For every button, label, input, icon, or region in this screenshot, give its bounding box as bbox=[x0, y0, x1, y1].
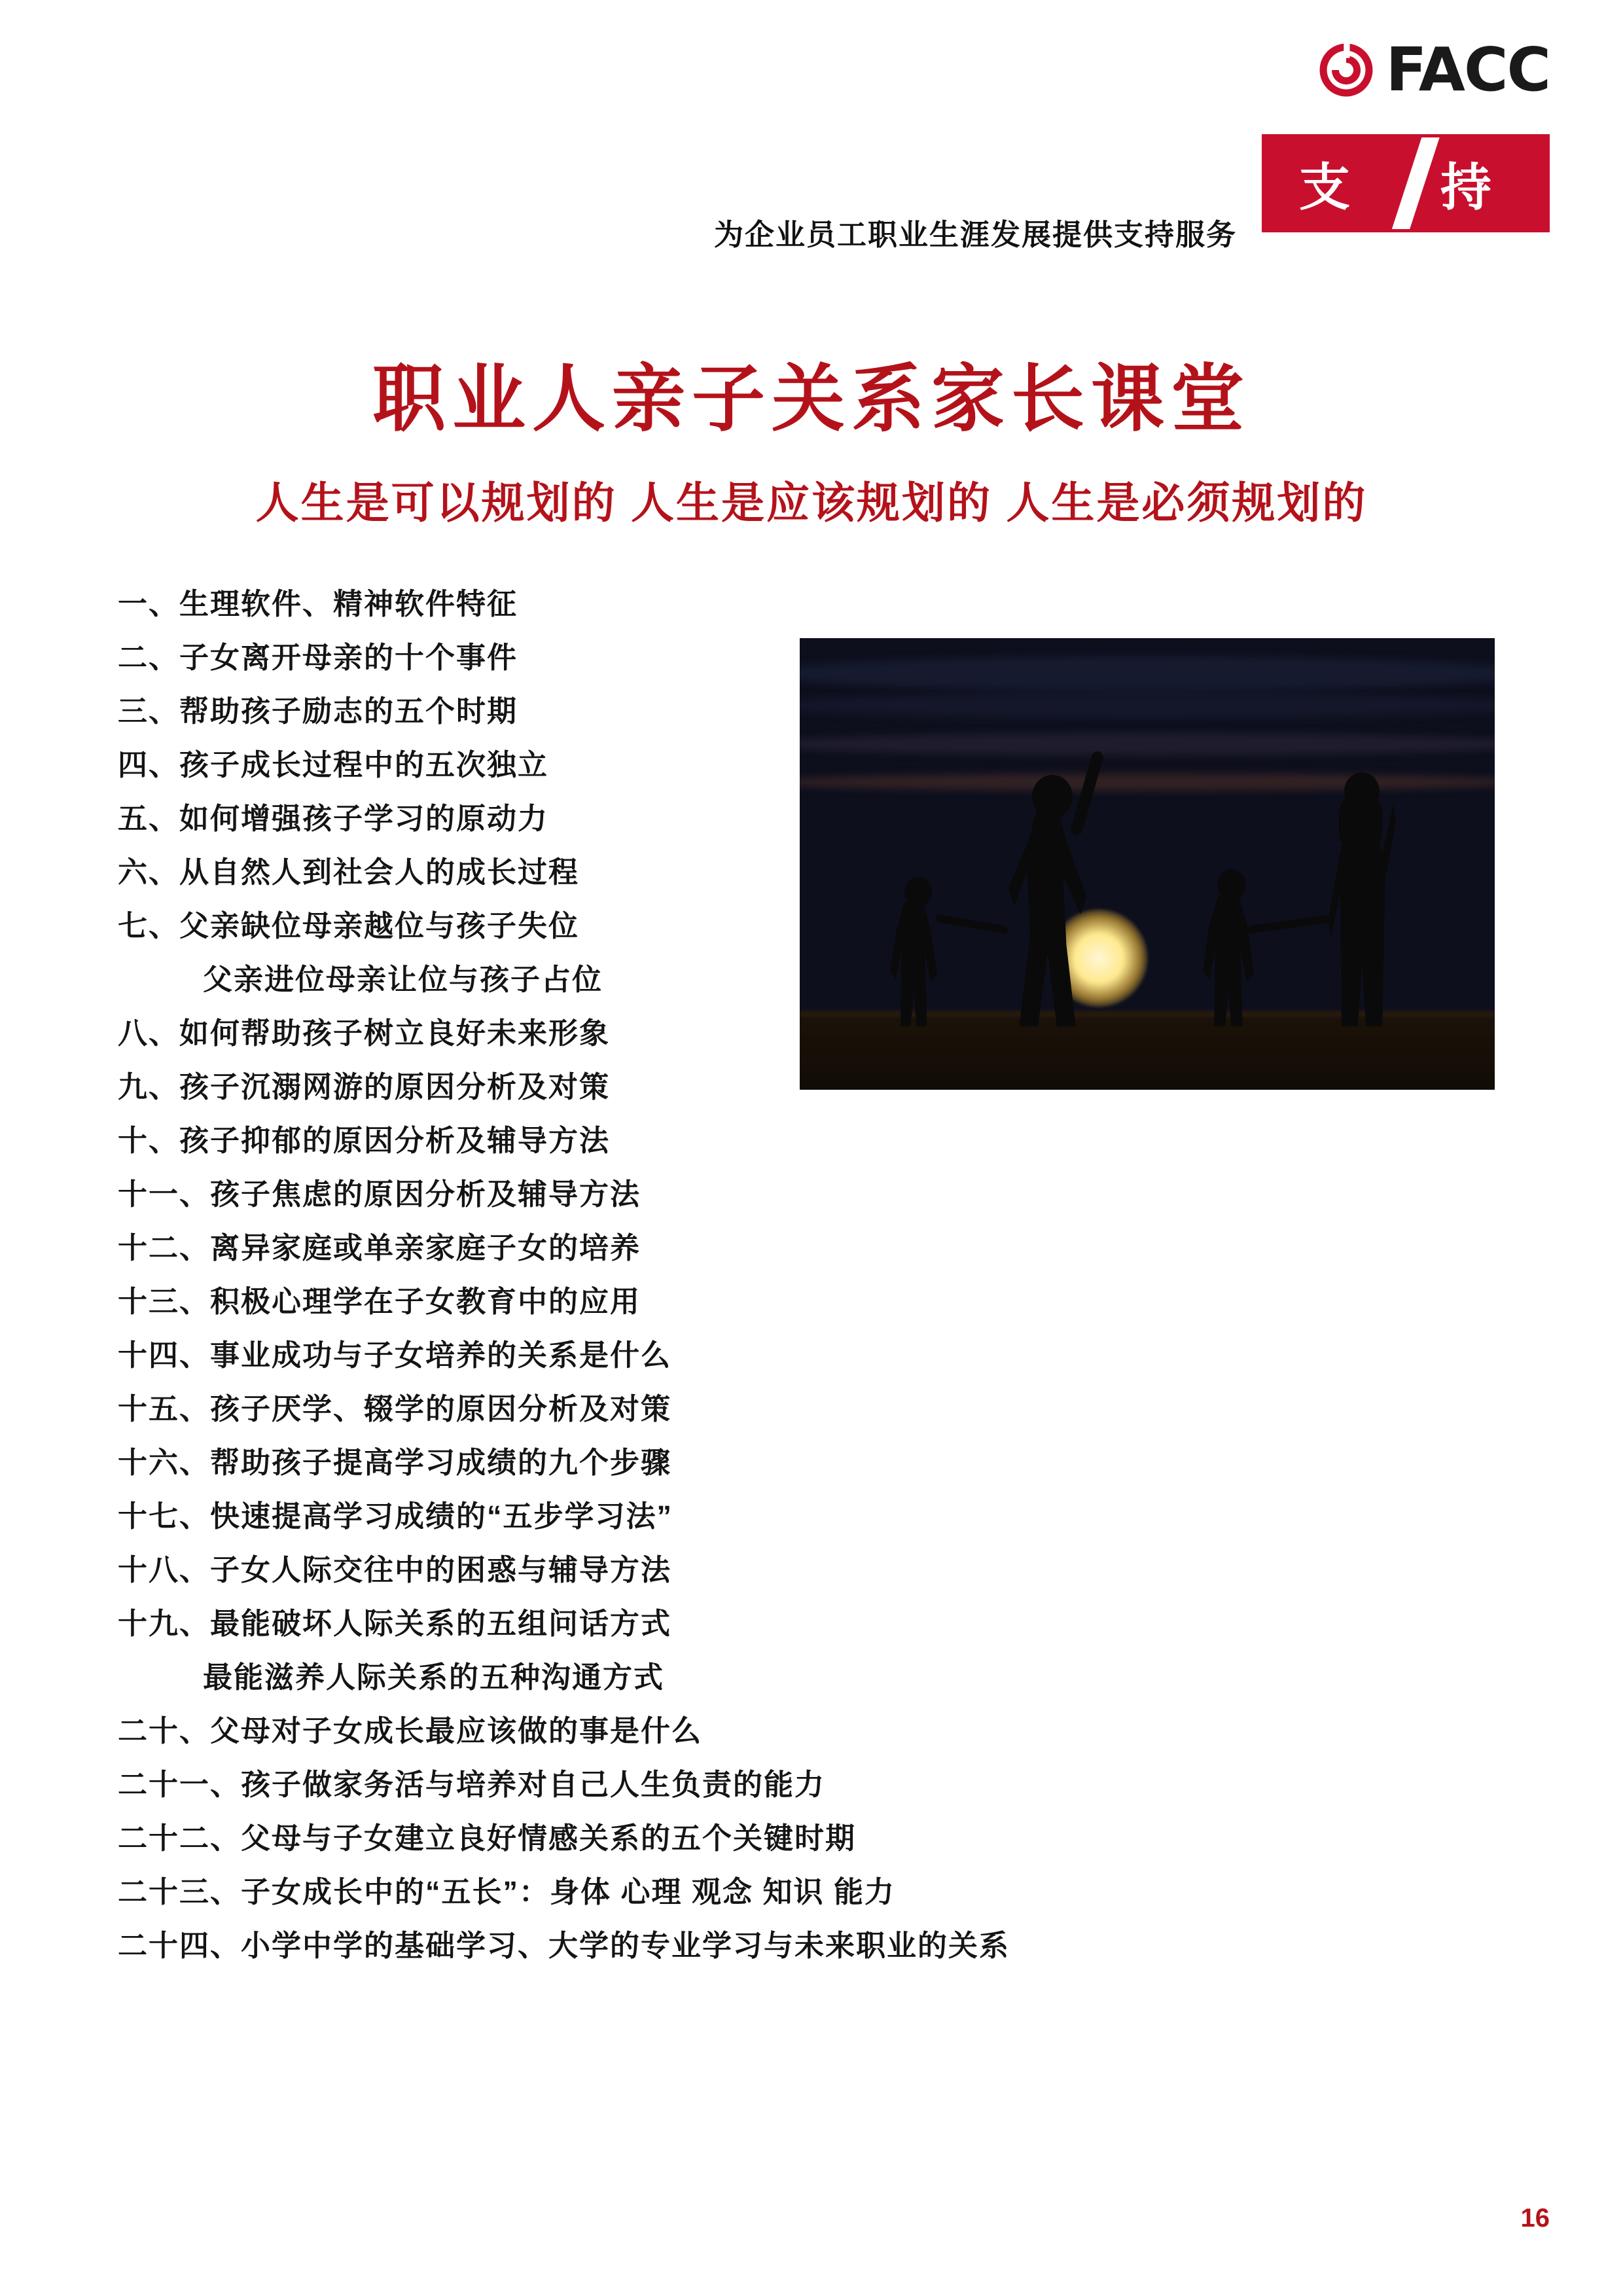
support-badge bbox=[1262, 134, 1550, 232]
cloud-band bbox=[800, 656, 1495, 691]
family-silhouette-photo bbox=[800, 638, 1495, 1090]
page-subtitle: 人生是可以规划的 人生是应该规划的 人生是必须规划的 bbox=[255, 478, 1368, 527]
list-item: 八、如何帮助孩子树立良好未来形象 bbox=[118, 1016, 611, 1050]
header-tagline: 为企业员工职业生涯发展提供支持服务 bbox=[713, 218, 1237, 251]
list-item: 二十一、孩子做家务活与培养对自己人生负责的能力 bbox=[118, 1768, 826, 1801]
page-header bbox=[0, 0, 1623, 308]
facc-logo bbox=[1316, 34, 1550, 106]
list-item: 三、帮助孩子励志的五个时期 bbox=[118, 694, 518, 728]
list-item: 五、如何增强孩子学习的原动力 bbox=[118, 802, 549, 835]
list-item: 十七、快速提高学习成绩的“五步学习法” bbox=[118, 1499, 673, 1533]
list-item: 二十三、子女成长中的“五长”：身体 心理 观念 知识 能力 bbox=[118, 1875, 896, 1909]
list-item: 十四、事业成功与子女培养的关系是什么 bbox=[118, 1338, 672, 1372]
list-item: 十二、离异家庭或单亲家庭子女的培养 bbox=[118, 1231, 641, 1265]
list-item: 父亲进位母亲让位与孩子占位 bbox=[203, 963, 603, 996]
list-item: 十八、子女人际交往中的困惑与辅导方法 bbox=[118, 1553, 672, 1587]
list-item: 六、从自然人到社会人的成长过程 bbox=[118, 855, 580, 889]
cloud-band bbox=[800, 733, 1495, 755]
list-item: 十九、最能破坏人际关系的五组问话方式 bbox=[118, 1607, 672, 1640]
list-item: 二十二、父母与子女建立良好情感关系的五个关键时期 bbox=[118, 1821, 857, 1855]
ground bbox=[800, 1018, 1495, 1090]
list-item: 十五、孩子厌学、辍学的原因分析及对策 bbox=[118, 1392, 672, 1426]
page-title: 职业人亲子关系家长课堂 bbox=[372, 358, 1251, 440]
badge-char-1: 支 bbox=[1299, 158, 1352, 216]
list-item: 九、孩子沉溺网游的原因分析及对策 bbox=[118, 1070, 611, 1103]
list-item: 十六、帮助孩子提高学习成绩的九个步骤 bbox=[118, 1446, 672, 1479]
list-item: 二、子女离开母亲的十个事件 bbox=[118, 641, 518, 674]
page-number: 16 bbox=[1520, 2204, 1550, 2233]
cloud-band bbox=[800, 774, 1495, 791]
list-item: 七、父亲缺位母亲越位与孩子失位 bbox=[118, 909, 580, 942]
list-item: 一、生理软件、精神软件特征 bbox=[118, 587, 518, 620]
cloud-band bbox=[800, 692, 1495, 719]
father-head bbox=[1032, 775, 1073, 818]
list-item: 十、孩子抑郁的原因分析及辅导方法 bbox=[118, 1124, 611, 1157]
facc-spiral-icon bbox=[1316, 40, 1376, 100]
list-item: 二十、父母对子女成长最应该做的事是什么 bbox=[118, 1714, 703, 1748]
mother-head bbox=[1344, 772, 1380, 810]
list-item: 十一、孩子焦虑的原因分析及辅导方法 bbox=[118, 1177, 641, 1211]
list-item: 最能滋养人际关系的五种沟通方式 bbox=[203, 1660, 665, 1694]
list-item: 四、孩子成长过程中的五次独立 bbox=[118, 748, 549, 781]
list-item: 二十四、小学中学的基础学习、大学的专业学习与未来职业的关系 bbox=[118, 1929, 1010, 1962]
list-item: 十三、积极心理学在子女教育中的应用 bbox=[118, 1285, 641, 1318]
badge-char-2: 持 bbox=[1440, 158, 1493, 216]
facc-logo-text: FACC bbox=[1385, 35, 1550, 105]
